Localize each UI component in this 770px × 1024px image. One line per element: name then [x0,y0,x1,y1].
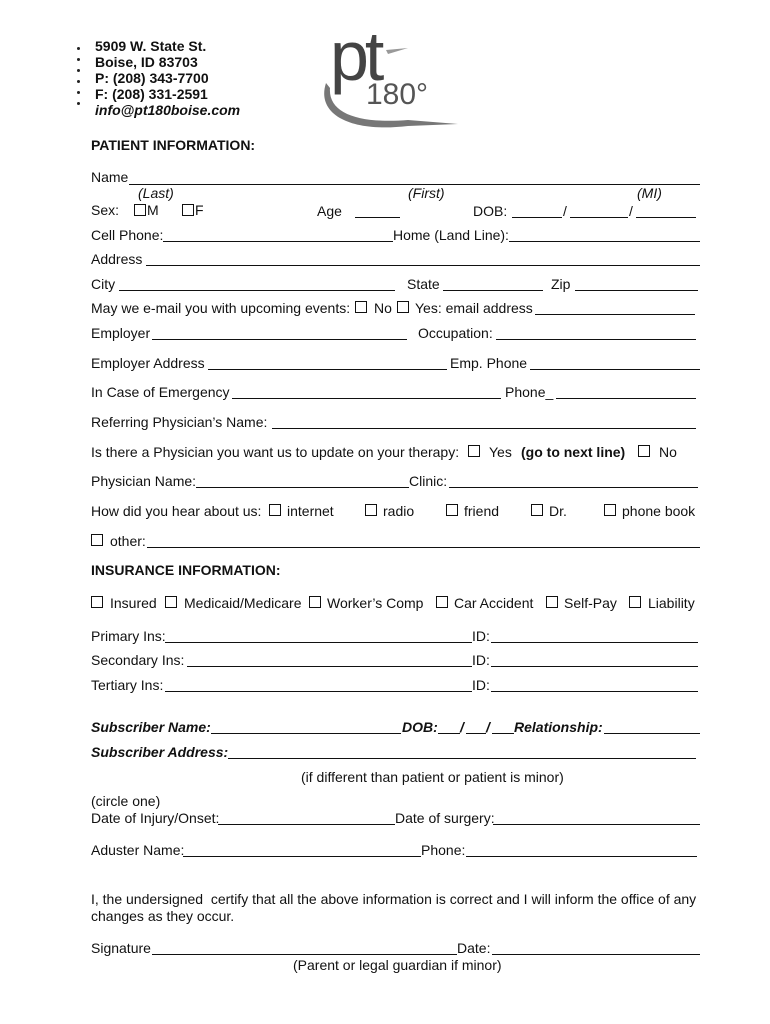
signature-field[interactable] [152,954,457,955]
liability-label: Liability [648,595,695,611]
primary-ins-label: Primary Ins: [91,628,166,644]
employer-field[interactable] [152,339,407,340]
first-label: (First) [408,185,445,201]
dob-day-field[interactable] [570,217,628,218]
subscriber-dob-month-field[interactable] [438,733,460,734]
tertiary-id-field[interactable] [491,691,698,692]
self-pay-checkbox[interactable] [546,596,558,608]
liability-checkbox[interactable] [629,596,641,608]
subscriber-dob-year-field[interactable] [492,733,514,734]
hear-other-checkbox[interactable] [91,534,103,546]
update-yes-label: Yes [489,444,512,460]
hear-dr-label: Dr. [549,503,567,519]
clinic-field[interactable] [449,487,698,488]
dob-label: DOB: [473,203,508,219]
certification-line-2: changes as they occur. [91,908,235,924]
email-no-checkbox[interactable] [355,301,367,313]
emp-phone-label: Emp. Phone [450,355,528,371]
hear-phonebook-checkbox[interactable] [604,504,616,516]
primary-id-label: ID: [472,628,490,644]
subscriber-address-field[interactable] [228,758,696,759]
address-label: Address [91,251,143,267]
email-yes-checkbox[interactable] [397,301,409,313]
secondary-ins-field[interactable] [187,666,472,667]
secondary-ins-label: Secondary Ins: [91,652,185,668]
dob-year-field[interactable] [636,217,696,218]
mi-label: (MI) [637,185,662,201]
dob-separator-1: / [563,203,567,219]
last-label: (Last) [138,185,174,201]
address-line-1: 5909 W. State St. [95,38,207,54]
update-note: (go to next line) [521,444,626,460]
adjuster-name-label: Aduster Name: [91,842,185,858]
update-no-checkbox[interactable] [638,445,650,457]
certification-line-1: I, the undersigned certify that all the above information is correct and I will inform the office of any [91,891,697,907]
signature-date-field[interactable] [492,954,700,955]
subscriber-dob-day-field[interactable] [466,733,486,734]
sex-label: Sex: [91,202,120,218]
emergency-label: In Case of Emergency [91,384,230,400]
zip-label: Zip [551,276,571,292]
tertiary-ins-field[interactable] [165,691,472,692]
employer-address-label: Employer Address [91,355,205,371]
signature-label: Signature [91,940,151,956]
update-yes-checkbox[interactable] [468,445,480,457]
car-accident-label: Car Accident [454,595,534,611]
city-field[interactable] [119,290,395,291]
hear-internet-label: internet [287,503,334,519]
physician-name-label: Physician Name: [91,473,197,489]
medicaid-checkbox[interactable] [165,596,177,608]
dob-separator-2: / [629,203,633,219]
logo-text: pt [330,17,381,95]
injury-date-field[interactable] [218,824,395,825]
medicaid-label: Medicaid/Medicare [184,595,302,611]
workers-comp-checkbox[interactable] [309,596,321,608]
state-label: State [407,276,440,292]
relationship-field[interactable] [604,733,700,734]
injury-date-label: Date of Injury/Onset: [91,810,220,826]
tertiary-ins-label: Tertiary Ins: [91,677,164,693]
clinic-label: Clinic: [409,473,448,489]
hear-internet-checkbox[interactable] [269,504,281,516]
emp-phone-field[interactable] [530,369,700,370]
sex-f-label: F [195,202,204,218]
adjuster-phone-field[interactable] [466,856,697,857]
update-physician-question: Is there a Physician you want us to update on your therapy: [91,444,460,460]
cell-phone-field[interactable] [163,241,393,242]
state-field[interactable] [443,290,543,291]
address-field[interactable] [146,265,700,266]
home-phone-label: Home (Land Line): [393,227,509,243]
hear-friend-label: friend [464,503,500,519]
home-phone-field[interactable] [509,241,700,242]
dob-month-field[interactable] [512,217,562,218]
secondary-id-label: ID: [472,652,490,668]
subscriber-dob-sep-1: / [460,719,464,735]
secondary-id-field[interactable] [491,666,698,667]
pt180-logo [308,17,468,133]
cell-phone-label: Cell Phone: [91,227,164,243]
patient-section-title: PATIENT INFORMATION: [91,137,256,153]
adjuster-phone-label: Phone: [421,842,466,858]
relationship-label: Relationship: [514,719,603,735]
referring-physician-label: Referring Physician’s Name: [91,414,268,430]
primary-id-field[interactable] [491,642,698,643]
sex-m-checkbox[interactable] [134,204,146,216]
surgery-date-label: Date of surgery: [395,810,495,826]
hear-radio-checkbox[interactable] [365,504,377,516]
self-pay-label: Self-Pay [564,595,617,611]
age-field[interactable] [355,217,400,218]
email-address-field[interactable] [535,314,695,315]
hear-friend-checkbox[interactable] [446,504,458,516]
logo-number: 180° [366,78,429,111]
emergency-phone-label: Phone_ [505,384,554,400]
subscriber-note: (if different than patient or patient is minor) [301,769,564,785]
signature-date-label: Date: [457,940,491,956]
city-label: City [91,276,116,292]
hear-dr-checkbox[interactable] [531,504,543,516]
referring-physician-field[interactable] [272,428,696,429]
adjuster-name-field[interactable] [183,856,421,857]
hear-about-label: How did you hear about us: [91,503,262,519]
sex-m-label: M [147,202,159,218]
email-address: info@pt180boise.com [95,102,241,118]
tertiary-id-label: ID: [472,677,490,693]
emergency-phone-field[interactable] [556,398,696,399]
insured-label: Insured [110,595,157,611]
subscriber-address-label: Subscriber Address: [91,744,229,760]
hear-other-field[interactable] [147,547,700,548]
employer-address-field[interactable] [208,369,447,370]
phone-number: P: (208) 343-7700 [95,70,209,86]
subscriber-dob-sep-2: / [486,719,490,735]
address-line-2: Boise, ID 83703 [95,54,198,70]
sex-f-checkbox[interactable] [182,204,194,216]
hear-phonebook-label: phone book [622,503,696,519]
update-no-label: No [659,444,677,460]
physician-name-field[interactable] [196,487,409,488]
zip-field[interactable] [575,290,698,291]
occupation-field[interactable] [496,339,696,340]
insurance-section-title: INSURANCE INFORMATION: [91,562,281,578]
email-question: May we e-mail you with upcoming events: [91,300,351,316]
primary-ins-field[interactable] [165,642,472,643]
employer-label: Employer [91,325,151,341]
hear-other-label: other: [110,533,146,549]
fax-number: F: (208) 331-2591 [95,86,208,102]
circle-one-note: (circle one) [91,793,161,809]
guardian-note: (Parent or legal guardian if minor) [293,957,502,973]
occupation-label: Occupation: [418,325,493,341]
name-label: Name [91,169,129,185]
car-accident-checkbox[interactable] [436,596,448,608]
insured-checkbox[interactable] [91,596,103,608]
subscriber-name-field[interactable] [211,733,401,734]
emergency-contact-field[interactable] [232,398,501,399]
workers-comp-label: Worker’s Comp [327,595,424,611]
age-label: Age [317,203,342,219]
surgery-date-field[interactable] [493,824,700,825]
subscriber-dob-label: DOB: [402,719,438,735]
hear-radio-label: radio [383,503,415,519]
subscriber-name-label: Subscriber Name: [91,719,211,735]
email-yes-label: Yes: email address [415,300,533,316]
email-no-label: No [374,300,392,316]
